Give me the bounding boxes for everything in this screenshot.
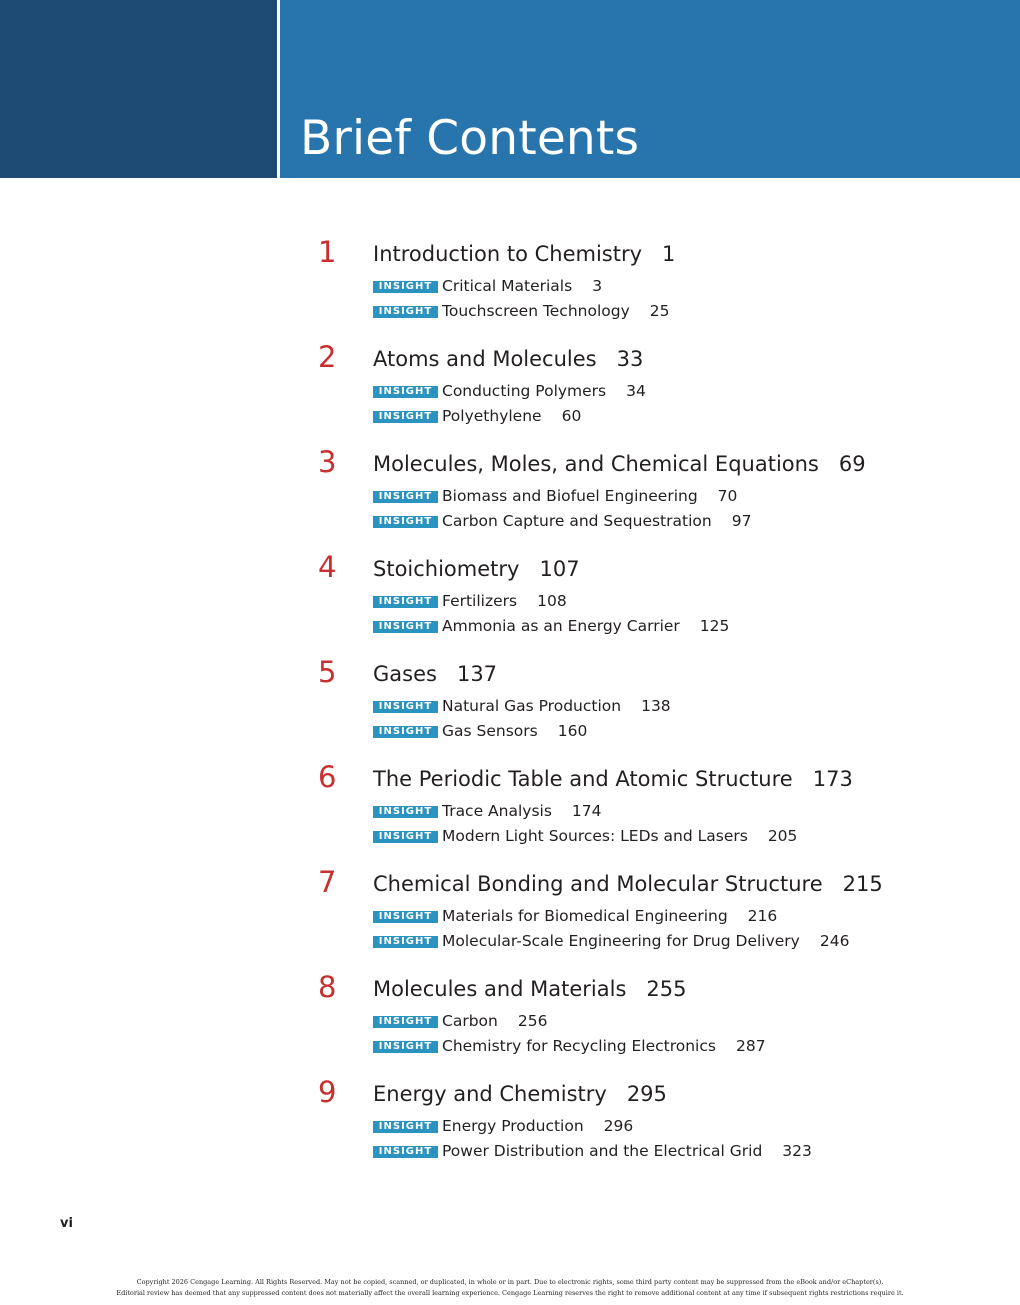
insight-title: Energy Production (442, 1117, 584, 1135)
chapter-title: Gases (373, 662, 437, 686)
chapter-title: Molecules, Moles, and Chemical Equations (373, 452, 819, 476)
insight-badge: INSIGHT (373, 516, 438, 528)
insight-badge: INSIGHT (373, 806, 438, 818)
insight-badge: INSIGHT (373, 726, 438, 738)
chapter-entry-3 (318, 442, 958, 547)
insight-title: Molecular-Scale Engineering for Drug Delivery (442, 932, 800, 950)
chapter-entry-1 (318, 232, 958, 337)
insight-title: Natural Gas Production (442, 697, 622, 715)
insight-badge: INSIGHT (373, 1016, 438, 1028)
chapter-page-number: 69 (838, 452, 866, 476)
chapter-title-link[interactable] (373, 973, 686, 1005)
chapter-page-number: 255 (646, 977, 687, 1001)
insight-page-number: 256 (517, 1012, 548, 1030)
chapter-title: Introduction to Chemistry (373, 242, 643, 266)
insight-entry[interactable] (373, 614, 729, 639)
chapter-page-number: 137 (456, 662, 498, 686)
insight-page-number: 246 (819, 932, 850, 950)
chapter-title-link[interactable] (373, 763, 853, 795)
insight-title: Critical Materials (442, 277, 573, 295)
chapter-page-number: 1 (662, 242, 676, 266)
insight-title: Biomass and Biofuel Engineering (442, 487, 698, 505)
chapter-title-link[interactable] (373, 658, 497, 690)
insight-page-number: 25 (649, 302, 670, 320)
chapter-title-link[interactable] (373, 1078, 667, 1110)
insight-badge: INSIGHT (373, 491, 438, 503)
insight-badge: INSIGHT (373, 411, 438, 423)
chapter-entry-7 (318, 862, 958, 967)
chapter-entry-5 (318, 652, 958, 757)
chapter-number: 7 (318, 865, 337, 899)
insight-entry[interactable] (373, 929, 849, 954)
insight-title: Carbon Capture and Sequestration (442, 512, 712, 530)
page-folio: vi (60, 1216, 73, 1231)
chapter-entry-2 (318, 337, 958, 442)
insight-badge: INSIGHT (373, 281, 438, 293)
insight-entry[interactable] (373, 694, 671, 719)
insight-title: Ammonia as an Energy Carrier (442, 617, 680, 635)
chapter-page-number: 33 (616, 347, 644, 371)
chapter-page-number: 107 (539, 557, 580, 581)
chapter-title: Chemical Bonding and Molecular Structure (373, 872, 823, 896)
chapter-number: 8 (318, 970, 337, 1004)
insight-title: Polyethylene (442, 407, 542, 425)
insight-badge: INSIGHT (373, 621, 438, 633)
insight-title: Modern Light Sources: LEDs and Lasers (442, 827, 748, 845)
chapter-entry-6 (318, 757, 958, 862)
chapter-entry-4 (318, 547, 958, 652)
insight-entry[interactable] (373, 299, 670, 324)
insight-page-number: 216 (747, 907, 778, 925)
insight-badge: INSIGHT (373, 1121, 438, 1133)
insight-page-number: 205 (767, 827, 798, 845)
page-title: Brief Contents (300, 111, 640, 166)
chapter-number: 4 (318, 550, 337, 584)
insight-page-number: 3 (592, 277, 603, 295)
chapter-title-link[interactable] (373, 343, 643, 375)
chapter-number: 3 (318, 445, 337, 479)
chapter-number: 1 (318, 235, 337, 269)
insight-badge: INSIGHT (373, 831, 438, 843)
insight-badge: INSIGHT (373, 936, 438, 948)
copyright-line: Copyright 2026 Cengage Learning. All Rights Reserved. May not be copied, scanned, or duplicated, in whole or in part. Due to electronic rights, some third party content may be suppressed from the eBook and/or eChapter(s). (136, 1278, 884, 1286)
insight-page-number: 160 (557, 722, 588, 740)
chapter-number: 9 (318, 1075, 337, 1109)
chapter-number: 5 (318, 655, 337, 689)
insight-title: Touchscreen Technology (442, 302, 630, 320)
chapter-title-link[interactable] (373, 553, 580, 585)
insight-title: Gas Sensors (442, 722, 538, 740)
chapter-entry-8 (318, 967, 958, 1072)
insight-title: Carbon (442, 1012, 498, 1030)
chapter-entry-9 (318, 1072, 958, 1177)
chapter-page-number: 295 (626, 1082, 667, 1106)
insight-entry[interactable] (373, 274, 602, 299)
insight-page-number: 70 (717, 487, 738, 505)
insight-page-number: 287 (735, 1037, 766, 1055)
chapter-number: 6 (318, 760, 337, 794)
insight-badge: INSIGHT (373, 306, 438, 318)
insight-title: Fertilizers (442, 592, 518, 610)
insight-entry[interactable] (373, 1034, 766, 1059)
copyright-line: Editorial review has deemed that any suppressed content does not materially affect the overall learning experience. Cengage Learning reserves the right to remove additional content at any time if subsequent rights restrictions require it. (116, 1289, 904, 1297)
insight-entry[interactable] (373, 589, 567, 614)
chapter-number: 2 (318, 340, 337, 374)
insight-entry[interactable] (373, 484, 737, 509)
insight-title: Materials for Biomedical Engineering (442, 907, 728, 925)
insight-badge: INSIGHT (373, 1041, 438, 1053)
insight-page-number: 323 (782, 1142, 812, 1160)
insight-entry[interactable] (373, 1009, 547, 1034)
insight-page-number: 97 (731, 512, 752, 530)
header-banner-left (0, 0, 277, 178)
insight-title: Power Distribution and the Electrical Grid (442, 1142, 763, 1160)
copyright-notice (60, 1277, 960, 1299)
insight-entry[interactable] (373, 404, 581, 429)
chapter-title-link[interactable] (373, 238, 675, 270)
insight-entry[interactable] (373, 824, 797, 849)
insight-entry[interactable] (373, 1114, 633, 1139)
insight-title: Chemistry for Recycling Electronics (442, 1037, 716, 1055)
insight-title: Conducting Polymers (442, 382, 607, 400)
insight-entry[interactable] (373, 904, 777, 929)
chapter-page-number: 173 (812, 767, 853, 791)
chapter-page-number: 215 (842, 872, 883, 896)
insight-page-number: 125 (699, 617, 730, 635)
insight-title: Trace Analysis (442, 802, 552, 820)
insight-badge: INSIGHT (373, 701, 438, 713)
insight-page-number: 174 (571, 802, 602, 820)
insight-entry[interactable] (373, 799, 602, 824)
chapter-title: The Periodic Table and Atomic Structure (373, 767, 793, 791)
chapter-title: Molecules and Materials (373, 977, 627, 1001)
chapter-title-link[interactable] (373, 448, 866, 480)
insight-page-number: 60 (561, 407, 582, 425)
insight-page-number: 296 (603, 1117, 634, 1135)
insight-entry[interactable] (373, 509, 751, 534)
insight-page-number: 34 (626, 382, 646, 400)
insight-badge: INSIGHT (373, 596, 438, 608)
insight-badge: INSIGHT (373, 911, 438, 923)
insight-page-number: 138 (641, 697, 671, 715)
insight-entry[interactable] (373, 379, 646, 404)
chapter-title: Stoichiometry (373, 557, 520, 581)
chapter-title: Atoms and Molecules (373, 347, 597, 371)
table-of-contents (318, 232, 958, 1177)
chapter-title: Energy and Chemistry (373, 1082, 607, 1106)
insight-badge: INSIGHT (373, 1146, 438, 1158)
insight-badge: INSIGHT (373, 386, 438, 398)
chapter-title-link[interactable] (373, 868, 883, 900)
insight-entry[interactable] (373, 1139, 812, 1164)
insight-entry[interactable] (373, 719, 587, 744)
insight-page-number: 108 (537, 592, 567, 610)
